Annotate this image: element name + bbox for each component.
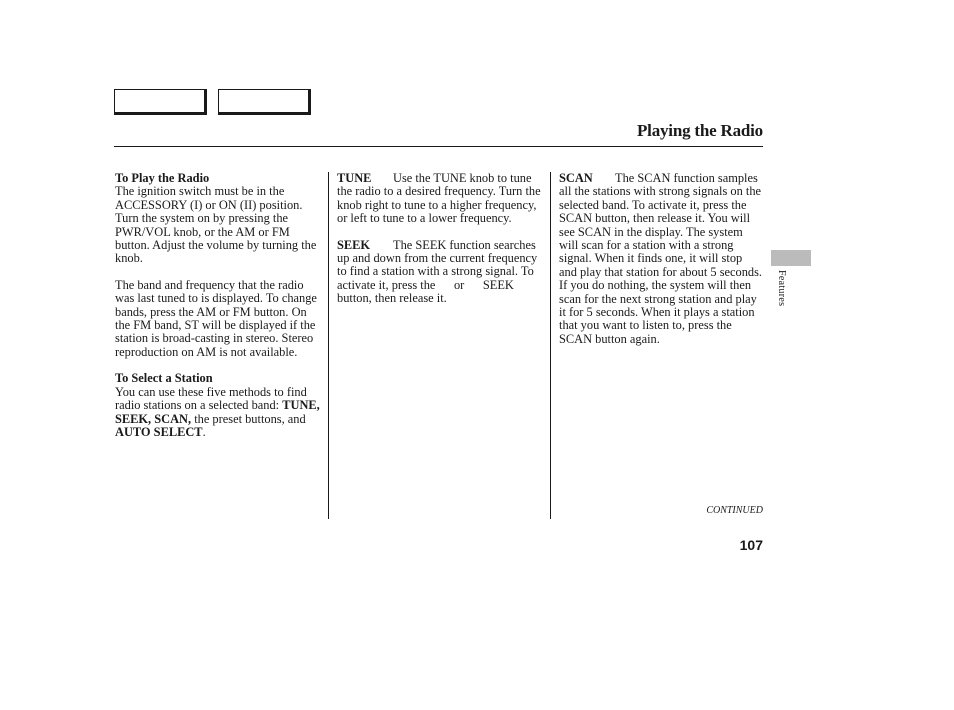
term-seek: SEEK [337,237,371,252]
heading-play-radio: To Play the Radio [115,171,210,185]
methods-text-b: TUNE, SEEK, SCAN, [115,398,320,426]
section-scan [559,172,763,346]
column-3 [559,172,763,359]
nav-button-1[interactable] [114,89,207,115]
methods-text-e: . [202,424,206,439]
section-select-station [115,372,321,439]
page-title: Playing the Radio [636,121,763,140]
section-seek [337,239,545,306]
seek-description: The SEEK function searches up and down from the current frequency to find a station with a strong signal. To activate it, press the or SEEK button, then release it. [337,237,541,306]
heading-select-station: To Select a Station [115,371,213,386]
column-2 [337,172,545,319]
paragraph-band-frequency: The band and frequency that the radio was last tuned to is displayed. To change bands, press the AM or FM button. On the FM band, ST will be displayed if the station is broad-casting in stereo. Stereo reproduction on AM is not available. [115,277,317,359]
term-tune: TUNE [337,171,372,185]
continued-label: CONTINUED [706,505,763,516]
methods-text-c: the preset buttons, and [191,411,306,426]
scan-description: The SCAN function samples all the stations with strong signals on the selected band. To activate it, press the SCAN button, then release it. You will see SCAN in the display. The system will scan for a station with a strong signal. When it finds one, it will stop and play that station for about 5 seconds. If you do nothing, the system will then scan for the next strong station and play it for 5 seconds. When it plays a station that you want to listen to, press the SCAN button again. [559,171,763,346]
column-1 [115,172,321,452]
term-scan: SCAN [559,171,593,185]
column-divider-1 [328,172,329,519]
methods-text-a: You can use these five methods to find radio stations on a selected band: [115,384,307,413]
section-tab [771,250,811,266]
nav-button-2[interactable] [218,89,311,115]
section-play-radio [115,172,321,266]
section-tune [337,172,545,226]
tune-description: Use the TUNE knob to tune the radio to a desired frequency. Turn the knob right to tune to a higher frequency, or left to tune to a lower frequency. [337,171,541,226]
methods-text-d: AUTO SELECT [115,424,203,439]
section-tab-label: Features [776,270,787,307]
column-divider-2 [550,172,551,519]
header-rule [114,146,763,147]
paragraph-ignition: The ignition switch must be in the ACCESSORY (I) or ON (II) position. Turn the system on by pressing the PWR/VOL knob, or the AM or FM button. Adjust the volume by turning the knob. [115,184,317,266]
page-number: 107 [739,537,763,553]
